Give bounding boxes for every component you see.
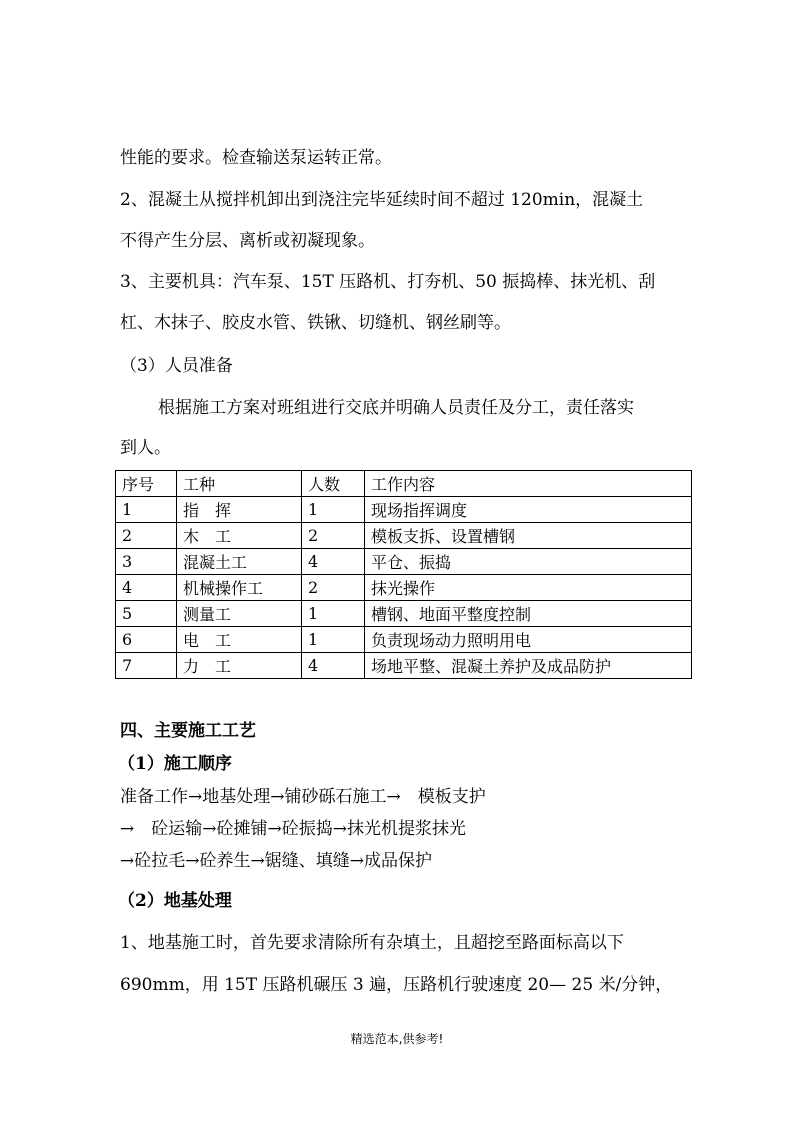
table-cell: 2: [116, 523, 177, 549]
sequence-line: 准备工作→地基处理→铺砂砾石施工→ 模板支护: [120, 787, 486, 807]
table-cell: 4: [302, 653, 365, 679]
table-cell: 3: [116, 549, 177, 575]
sequence-line: →砼拉毛→砼养生→锯缝、填缝→成品保护: [120, 851, 432, 871]
paragraph-line: 1、地基施工时，首先要求清除所有杂填土，且超挖至路面标高以下: [120, 933, 624, 953]
subsection-heading: （1）施工顺序: [118, 754, 232, 774]
table-cell: 4: [116, 575, 177, 601]
table-cell: 场地平整、混凝土养护及成品防护: [365, 653, 692, 679]
table-cell: 平仓、振捣: [365, 549, 692, 575]
table-cell: 负责现场动力照明用电: [365, 627, 692, 653]
paragraph-line: 不得产生分层、离析或初凝现象。: [120, 231, 375, 251]
column-header: 工种: [177, 471, 302, 497]
table-cell: 槽钢、地面平整度控制: [365, 601, 692, 627]
table-header-row: [116, 471, 692, 497]
paragraph-line: 690mm，用 15T 压路机碾压 3 遍，压路机行驶速度 20— 25 米/分钟，: [120, 975, 673, 995]
table-cell: 7: [116, 653, 177, 679]
paragraph-line: 根据施工方案对班组进行交底并明确人员责任及分工，责任落实: [158, 398, 634, 418]
table-cell: 1: [302, 601, 365, 627]
paragraph-line: 性能的要求。检查输送泵运转正常。: [120, 148, 392, 168]
page-footer: 精选范本,供参考!: [350, 1032, 444, 1046]
table-cell: 电 工: [177, 627, 302, 653]
sequence-line: → 砼运输→砼摊铺→砼振捣→抹光机提浆抹光: [120, 819, 466, 839]
table-row: [116, 575, 692, 601]
column-header: 序号: [116, 471, 177, 497]
paragraph-line: 3、主要机具：汽车泵、15T 压路机、打夯机、50 振捣棒、抹光机、刮: [120, 272, 656, 292]
table-row: [116, 523, 692, 549]
table-cell: 木 工: [177, 523, 302, 549]
table-cell: 2: [302, 523, 365, 549]
subsection-heading: （2）地基处理: [118, 891, 232, 911]
column-header: 工作内容: [365, 471, 692, 497]
table-cell: 机械操作工: [177, 575, 302, 601]
table-row: [116, 497, 692, 523]
paragraph-line: 2、混凝土从搅拌机卸出到浇注完毕延续时间不超过 120min，混凝土: [120, 190, 644, 210]
table-cell: 测量工: [177, 601, 302, 627]
staff-table: [115, 470, 692, 679]
table-cell: 指 挥: [177, 497, 302, 523]
paragraph-line: 杠、木抹子、胶皮水管、铁锹、切缝机、钢丝刷等。: [120, 313, 511, 333]
table-row: [116, 601, 692, 627]
table-cell: 混凝土工: [177, 549, 302, 575]
table-row: [116, 549, 692, 575]
table-cell: 1: [116, 497, 177, 523]
table-cell: 模板支拆、设置槽钢: [365, 523, 692, 549]
table-row: [116, 627, 692, 653]
table-cell: 现场指挥调度: [365, 497, 692, 523]
table-cell: 6: [116, 627, 177, 653]
table-cell: 4: [302, 549, 365, 575]
subsection-heading: （3）人员准备: [120, 356, 233, 376]
table-cell: 力 工: [177, 653, 302, 679]
table-cell: 抹光操作: [365, 575, 692, 601]
paragraph-line: 到人。: [120, 438, 171, 458]
table-cell: 5: [116, 601, 177, 627]
table-cell: 2: [302, 575, 365, 601]
table-cell: 1: [302, 497, 365, 523]
section-title: 四、主要施工工艺: [120, 721, 256, 741]
table-row: [116, 653, 692, 679]
table-cell: 1: [302, 627, 365, 653]
column-header: 人数: [302, 471, 365, 497]
